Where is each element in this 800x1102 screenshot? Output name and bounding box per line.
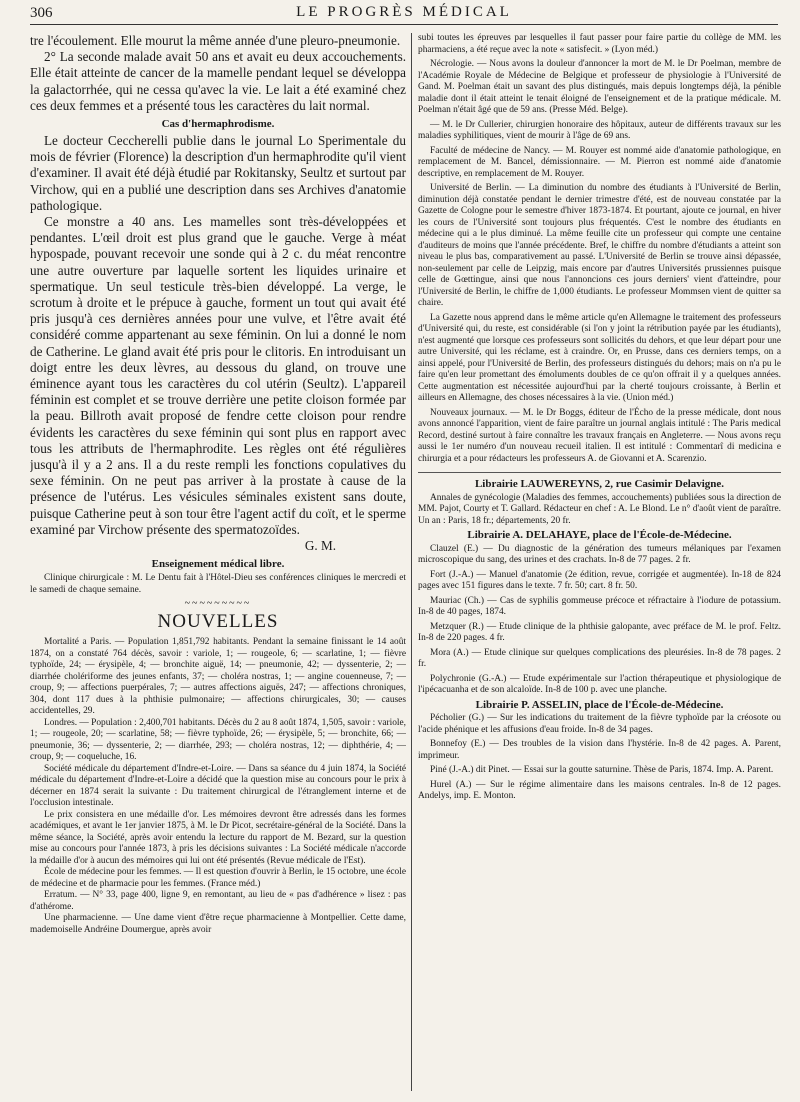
- section-heading: Enseignement médical libre.: [151, 558, 285, 571]
- book-entry: Fort (J.-A.) — Manuel d'anatomie (2e édition, revue, corrigée et augmentée). In-18 de 824 pages avec 151 figures dans le texte. 7 fr. 50; cart. 8 fr. 50.: [418, 569, 781, 591]
- paragraph: Ce monstre a 40 ans. Les mamelles sont très-développées et pendantes. L'œil droit est plus grand que le gauche. Verge à méat hypospade, pouvant recevoir une sonde qui à 2 c. du méat rencontre une autre ouverture par laquelle sortent les liquides urinaire et spermatique. Un seul testicule très-bien développé. La verge, le scrotum à droite et le prépuce à gauche, forment un tout qui avait été pris jusqu'à ces dernières années pour une vulve, et l'être avait été considéré comme appartenant au sexe féminin. On lui a donné le nom de Catherine. Le gland avait été pris pour le clitoris. En introduisant un doigt entre les deux lèvres, au dessous du gland, on trouve une éminence ayant tous les caractères du col utérin (Seultz). L'appareil féminin est complet et se trouve derrière une petite cloison formée par la peau. Billroth avait proposé de fendre cette cloison pour rendre évidents les caractères du sexe féminin qui sont plus en rapport avec tous les attributs de l'hermaphrodite. Les règles ont été régulières jusqu'à il y a 2 ans. Il a du reste rempli les fonctions copulatives du sexe féminin. On ne peut pas arriver à la prostate à cause de la présence de l'utérus. Les vésicules séminales existent sans doute, puisque Catherine peut à son tour être l'agent actif du coït, et le sperme examiné par Virchow présente des spermatozoïdes.: [30, 214, 406, 537]
- column-divider: [411, 33, 412, 1091]
- news-item: Faculté de médecine de Nancy. — M. Rouyer est nommé aide d'anatomie pathologique, en remplacement de M. Bancel, démissionnaire. — M. Pierron est nommé aide d'anatomie descriptive, en remplacement de M. Rouyer.: [418, 145, 781, 179]
- book-entry: Bonnefoy (E.) — Des troubles de la vision dans l'hystérie. In-8 de 42 pages. A. Parent, imprimeur.: [418, 739, 781, 761]
- book-entry: Mora (A.) — Etude clinique sur quelques complications des pleurésies. In-8 de 78 pages. 2 fr.: [418, 647, 781, 669]
- news-item: Une pharmacienne. — Une dame vient d'être reçue pharmacienne à Montpellier. Cette dame, mademoiselle Andréine Doumergue, après avoir: [30, 913, 406, 935]
- book-entry: Clauzel (E.) — Du diagnostic de la génération des tumeurs mélaniques par l'examen microscopique du sang, des urines et des crachats. In-8 de 77 pages. 2 fr.: [418, 543, 781, 565]
- section-heading: Cas d'hermaphrodisme.: [161, 118, 275, 131]
- section-rule: [418, 472, 781, 473]
- book-entry: Hurel (A.) — Sur le régime alimentaire dans les maisons centrales. In-8 de 12 pages. Andelys, imp. E. Monton.: [418, 779, 781, 801]
- book-entry: Piné (J.-A.) dit Pinet. — Essai sur la goutte saturnine. Thèse de Paris, 1874. Imp. A. Parent.: [430, 765, 774, 775]
- book-entry: Metzquer (R.) — Etude clinique de la phthisie galopante, avec préface de M. le prof. Feltz. In-8 de 220 pages. 4 fr.: [418, 621, 781, 643]
- left-column: [30, 33, 406, 936]
- news-item: Société médicale du département d'Indre-et-Loire. — Dans sa séance du 4 juin 1874, la Société médicale du département d'Indre-et-Loire a décidé que la question mise au concours pour le prix à décerner en 1874 serait la suivante : Du traitement chirurgical de l'étranglement interne et de l'occlusion intestinale.: [30, 763, 406, 809]
- paragraph: Clinique chirurgicale : M. Le Dentu fait à l'Hôtel-Dieu ses conférences cliniques le mercredi et le samedi de chaque semaine.: [30, 573, 406, 595]
- book-entry: Mauriac (Ch.) — Cas de syphilis gommeuse précoce et réfractaire à l'iodure de potassium. In-8 de 40 pages, 1874.: [418, 595, 781, 617]
- news-item: Mortalité a Paris. — Population 1,851,792 habitants. Pendant la semaine finissant le 14 août 1874, on a constaté 764 décès, savoir : variole, 1; — rougeole, 6; — scarlatine, 1; — fièvre typhoïde, 24; — érysipèle, 4; — bronchite aiguë, 14; — pneumonie, 42; — dyssenterie, 2; — diarrhée cholériforme des jeunes enfants, 37; — choléra nostras, 1; — angine couenneuse, 7; — croup, 9; — affections puerpérales, 7; — autres affections aiguës, 247; — affections chroniques, 304, dont 117 dues à la phthisie pulmonaire; — affections chirurgicales, 30; — causes accidentelles, 29.: [30, 637, 406, 717]
- publisher-heading: Librairie LAUWEREYNS, 2, rue Casimir Delavigne.: [474, 478, 725, 490]
- header-rule: [30, 24, 778, 25]
- book-entry: Annales de gynécologie (Maladies des femmes, accouchements) publiées sous la direction de MM. Pajot, Courty et T. Gallard. Rédacteur en chef : A. Le Blond. Le n° d'août vient de paraître. Un an : Paris, 18 fr.; départements, 20 fr.: [418, 492, 781, 526]
- paragraph: Le docteur Ceccherelli publie dans le journal Lo Sperimentale du mois de février (Florence) la description d'un hermaphrodite qu'il vient d'examiner. Il avait été déjà étudié par Rokitansky, Seultz et surtout par Virchow, qui en a publié une description dans ses Archives d'anatomie pathologique.: [30, 133, 406, 213]
- page-header: [30, 4, 778, 24]
- news-item: La Gazette nous apprend dans le même article qu'en Allemagne le traitement des professeurs d'Université qui, du reste, est considérable (si l'on y joint la rétribution payée par les étudiants), n'est augmenté que lorsque ces professeurs sont sollicités du dehors, et que leur départ pour une autre Université, qui les réclame, est à craindre. Or, en Prusse, dans ces derniers temps, on a ainsi appelé, pour l'Université de Berlin, des professeurs distingués du dehors; mais on n'a pu le faire qu'en leur promettant des émoluments doubles de ce qu'on offrait il y a quelques années. Cette augmentation est nécessitée aujourd'hui par la cherté toujours croissante, à Berlin et ailleurs en Allemagne, des choses nécessaires à la vie. (Union méd.): [418, 312, 781, 403]
- news-item: Nouveaux journaux. — M. le Dr Boggs, éditeur de l'Écho de la presse médicale, dont nous avons annoncé l'apparition, vient de faire paraître un journal anglais intitulé : The Paris medical Record, destiné surtout à faire connaître les travaux français en Angleterre. — Nous avons reçu aussi le 1er numéro d'un nouveau recueil italien. Il est intitulé : Commentarî di medicina e chirurgia et a pour rédacteurs les professeurs A. de Giovanni et A. Scarenzio.: [418, 407, 781, 464]
- paragraph: 2° La seconde malade avait 50 ans et avait eu deux accouchements. Elle était atteinte de cancer de la mamelle pendant lequel se développa la galactorrhée, qui ne cessa qu'avec la vie. Le lait a été examiné chez ces deux femmes et a présenté tous les caractères du lait normal.: [30, 49, 406, 113]
- publisher-heading: Librairie P. ASSELIN, place de l'École-de-Médecine.: [475, 698, 724, 711]
- news-item: subi toutes les épreuves par lesquelles il faut passer pour faire partie du collège de MM. les pharmaciens, a été reçue avec la note « satisfecit. » (Lyon méd.): [418, 33, 781, 55]
- news-item: Erratum. — N° 33, page 400, ligne 9, en remontant, au lieu de « pas d'adhérence » lisez : pas d'athérome.: [30, 890, 406, 912]
- journal-title: LE PROGRÈS MÉDICAL: [296, 4, 512, 20]
- section-title: NOUVELLES: [157, 611, 279, 633]
- news-item: — M. le Dr Cullerier, chirurgien honoraire des hôpitaux, auteur de différents travaux sur les maladies syphilitiques, vient de mourir à l'âge de 69 ans.: [418, 119, 781, 141]
- signature: G. M.: [304, 538, 336, 554]
- news-item: Le prix consistera en une médaille d'or. Les mémoires devront être adressés dans les formes académiques, et avant le 1er janvier 1875, à M. le Dr Picot, secrétaire-général de la Société. Dans la même séance, la Société, après avoir entendu la lecture du rapport de M. Bezard, sur la question mise au concours pour l'année 1873, à pris les décisions suivantes : La Société médicale n'accorde la médaille d'or à aucun des mémoires qui lui ont été présentés (Revue médicale de l'Est).: [30, 809, 406, 866]
- book-entry: Pécholier (G.) — Sur les indications du traitement de la fièvre typhoïde par la créosote ou l'acide phénique et les affusions d'eau froide. In-8 de 34 pages.: [418, 713, 781, 735]
- news-item: Université de Berlin. — La diminution du nombre des étudiants à l'Université de Berlin, diminution déjà constatée pendant le dernier trimestre d'été, est de nouveau constatée par la Gazette de Cologne pour le semestre d'hiver 1873-1874. Et pourtant, ajoute ce journal, en hiver les cours de l'Université sont toujours plus fréquentés. C'est le nombre des étudiants en médecine qui a le plus diminué. La même feuille cite un professeur qui compte une centaine d'auditeurs de moins que l'année précédente. Bref, le chiffre du nombre d'étudiants a atteint son niveau le plus bas, comparativement au passé. L'Université de Berlin se trouve ainsi dépassée, non-seulement par celle de Leipzig, mais encore par d'autres Universités prussiennes puisque celle de Gœttingue, ainsi que nous l'annoncions ces jours derniers' vient d'atteindre, pour l'Université de Berlin, le chiffre de 1,000 étudiants. Le professeur Mommsen vient de quitter sa chaire.: [418, 183, 781, 308]
- ornament: ~~~~~~~~~: [184, 598, 252, 610]
- news-item: Nécrologie. — Nous avons la douleur d'annoncer la mort de M. le Dr Poelman, membre de l'Académie Royale de Médecine de Belgique et professeur de physiologie à l'Université de Gand. M. Poelman était un savant des plus distingués, mais depuis longtemps déjà, la pénible maladie dont il était atteint le tenait éloigné de l'enseignement et de la pratique médicale. M. Poelman n'était âgé que de 59 ans. (Presse Méd. Belge).: [418, 59, 781, 115]
- news-item: Londres. — Population : 2,400,701 habitants. Décès du 2 au 8 août 1874, 1,505, savoir : variole, 1; — rougeole, 20; — scarlatine, 58; — fièvre typhoïde, 26; — érysipèle, 5; — bronchite, 66; — pneumonie, 36; — dyssenterie, 2; — diarrhée, 293; — choléra nostras, 12; — diphthérie, 4; — croup, 9; — coqueluche, 16.: [30, 717, 406, 763]
- book-entry: Polychronie (G.-A.) — Etude expérimentale sur l'action thérapeutique et physiologique de l'ipécacuanha et de son alcaloïde. In-8 de 100 p. avec une planche.: [418, 673, 781, 695]
- right-column: [418, 33, 781, 806]
- page-number: 306: [30, 5, 53, 21]
- paragraph: tre l'écoulement. Elle mourut la même année d'une pleuro-pneumonie.: [30, 33, 401, 48]
- publisher-heading: Librairie A. DELAHAYE, place de l'École-de-Médecine.: [467, 529, 732, 541]
- news-item: École de médecine pour les femmes. — Il est question d'ouvrir à Berlin, le 15 octobre, une école de médecine et de pharmacie pour les femmes. (France méd.): [30, 867, 406, 889]
